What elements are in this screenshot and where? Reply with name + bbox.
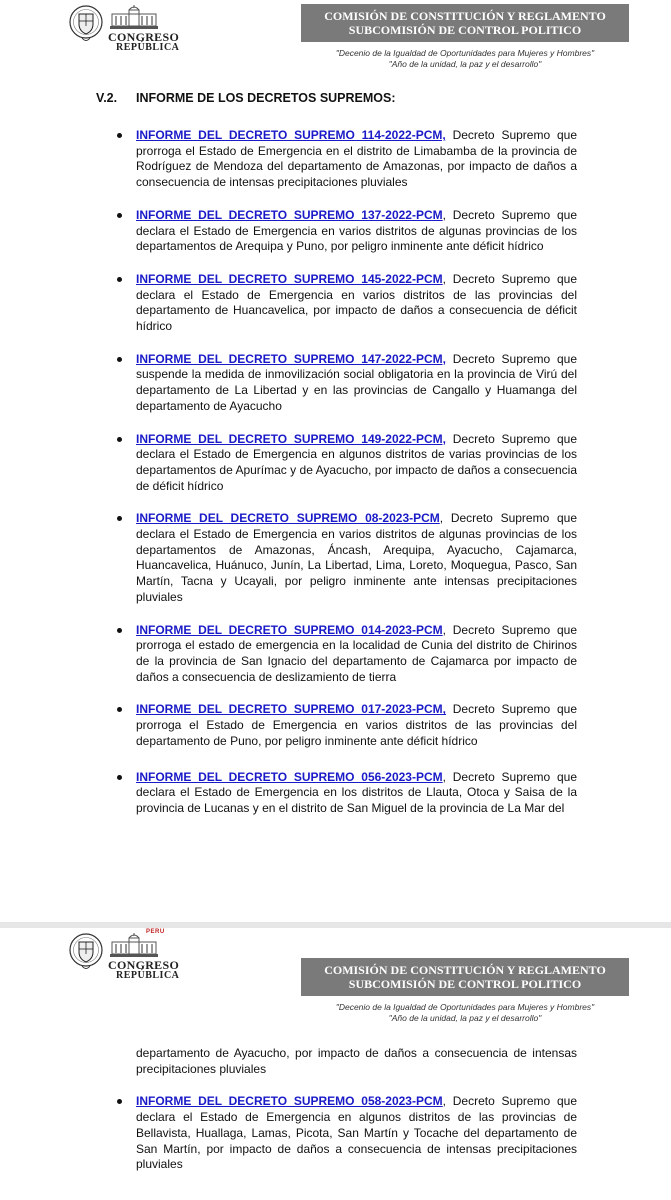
decree-link[interactable]: INFORME DEL DECRETO SUPREMO 137-2022-PCM: [136, 207, 443, 222]
peru-coat-of-arms-icon: [68, 2, 104, 46]
decree-list: [117, 1046, 577, 1190]
section-heading: [96, 91, 396, 105]
logo-republica-text: REPÚBLICA: [116, 970, 180, 981]
list-item: [117, 511, 577, 605]
decree-link[interactable]: INFORME DEL DECRETO SUPREMO 145-2022-PCM: [136, 271, 443, 286]
anio-text: "Año de la unidad, la paz y el desarrollo": [388, 1013, 542, 1023]
commission-title: COMISIÓN DE CONSTITUCIÓN Y REGLAMENTO: [324, 9, 606, 23]
decree-link[interactable]: INFORME DEL DECRETO SUPREMO 058-2023-PCM: [136, 1094, 443, 1109]
decree-description: Decreto Supremo que prorroga el Estado de Emergencia en varios distritos de las provincias del departamento de Puno, por peligro inminente ante déficit hídrico: [136, 702, 577, 748]
congreso-logo: [68, 2, 278, 54]
congreso-logo: [68, 930, 278, 982]
decenio-motto: [301, 48, 629, 70]
decree-description: Decreto Supremo que prorroga el Estado de Emergencia en el distrito de Limabamba de la provincia de Rodríguez de Mendoza del departamento de Amazonas, por impacto de daños a consecuencia de intensas precipitaciones pluviales: [136, 128, 578, 190]
subcommission-title: SUBCOMISIÓN DE CONTROL POLITICO: [348, 23, 582, 37]
document-page-2: [0, 928, 671, 1200]
list-item: [117, 128, 577, 191]
decree-list: [117, 128, 577, 834]
decree-description: , Decreto Supremo que declara el Estado de Emergencia en algunos distritos de las provincias de Bellavista, Huallaga, Lamas, Picota, San Martín y Tocache del departamento de San Martín, por impacto de daños a consecuencia de intensas precipitaciones pluviales: [136, 1094, 577, 1172]
decree-description: Decreto Supremo que suspende la medida de inmovilización social obligatoria en la provincia de Virú del departamento de La Libertad y en las provincias de Cangallo y Huamanga del departamento de Ayacucho: [136, 351, 577, 413]
list-item: [117, 623, 577, 686]
decree-description: , Decreto Supremo que declara el Estado de Emergencia en varios distritos de las provincias del departamento de Huancavelica, por impacto de daños a consecuencia de déficit hídrico: [136, 271, 577, 334]
decree-description: , Decreto Supremo que declara el Estado de Emergencia en los distritos de Llauta, Otoca y Saisa de la provincia de Lucanas y en el distrito de San Miguel de la provincia de La Mar del: [136, 769, 577, 815]
logo-congreso-text: CONGRESO: [108, 958, 180, 972]
commission-banner: [301, 4, 629, 42]
section-number: V.2.: [96, 91, 118, 105]
commission-banner: [301, 958, 629, 996]
list-item: [117, 702, 577, 749]
congress-building-icon: [108, 5, 160, 31]
subcommission-title: SUBCOMISIÓN DE CONTROL POLITICO: [348, 977, 582, 991]
decenio-motto: [301, 1002, 629, 1024]
decree-link[interactable]: INFORME DEL DECRETO SUPREMO 056-2023-PCM: [136, 769, 443, 784]
decenio-text: "Decenio de la Igualdad de Oportunidades para Mujeres y Hombres": [335, 1002, 595, 1012]
congress-building-icon: [108, 933, 160, 959]
list-item: [117, 770, 577, 817]
list-item: [117, 432, 577, 495]
peru-coat-of-arms-icon: [68, 930, 104, 974]
peru-label: PERÚ: [146, 929, 165, 935]
list-item-continuation: [117, 1046, 577, 1077]
list-item: [117, 352, 577, 415]
section-title: INFORME DE LOS DECRETOS SUPREMOS:: [136, 91, 396, 105]
list-item: [117, 208, 577, 255]
decenio-text: "Decenio de la Igualdad de Oportunidades para Mujeres y Hombres": [335, 48, 595, 58]
decree-link[interactable]: INFORME DEL DECRETO SUPREMO 147-2022-PCM,: [136, 351, 446, 366]
list-item: [117, 1094, 577, 1173]
commission-title: COMISIÓN DE CONSTITUCIÓN Y REGLAMENTO: [324, 963, 606, 977]
logo-congreso-text: CONGRESO: [108, 30, 180, 44]
decree-description: , Decreto Supremo que declara el Estado de Emergencia en varios distritos de algunas provincias de los departamentos de Amazonas, Áncash, Arequipa, Ayacucho, Cajamarca, Huancavelica, Huánuco, Junín, La Libertad, Lima, Loreto, Moquegua, Pasco, San Martín, Tacna y Ucayali, por peligro inminente ante intensas precipitaciones pluviales: [136, 511, 577, 604]
logo-republica-text: REPÚBLICA: [116, 42, 180, 53]
decree-link[interactable]: INFORME DEL DECRETO SUPREMO 149-2022-PCM,: [136, 431, 446, 446]
decree-description: , Decreto Supremo que declara el Estado de Emergencia en varios distritos de algunas provincias de los departamentos de Arequipa y Puno, por peligro inminente ante déficit hídrico: [136, 207, 577, 254]
decree-link[interactable]: INFORME DEL DECRETO SUPREMO 114-2022-PCM,: [136, 128, 446, 142]
decree-link[interactable]: INFORME DEL DECRETO SUPREMO 017-2023-PCM,: [136, 702, 446, 717]
decree-description: , Decreto Supremo que prorroga el estado de emergencia en la localidad de Cunia del distrito de Chirinos de la provincia de San Ignacio del departamento de Cajamarca por impacto de daños a consecuencia de deslizamiento de tierra: [136, 622, 577, 684]
list-item: [117, 272, 577, 335]
page-header: [0, 0, 671, 80]
decree-link[interactable]: INFORME DEL DECRETO SUPREMO 014-2023-PCM: [136, 622, 443, 637]
page-header: [0, 928, 671, 1023]
decree-description: departamento de Ayacucho, por impacto de daños a consecuencia de intensas precipitaciones pluviales: [136, 1046, 577, 1076]
decree-description: Decreto Supremo que declara el Estado de Emergencia en algunos distritos de varias provincias de los departamentos de Apurímac y de Ayacucho, por impacto de daños a consecuencia de déficit hídrico: [136, 431, 577, 493]
anio-text: "Año de la unidad, la paz y el desarrollo": [388, 59, 542, 69]
decree-link[interactable]: INFORME DEL DECRETO SUPREMO 08-2023-PCM: [136, 511, 440, 526]
